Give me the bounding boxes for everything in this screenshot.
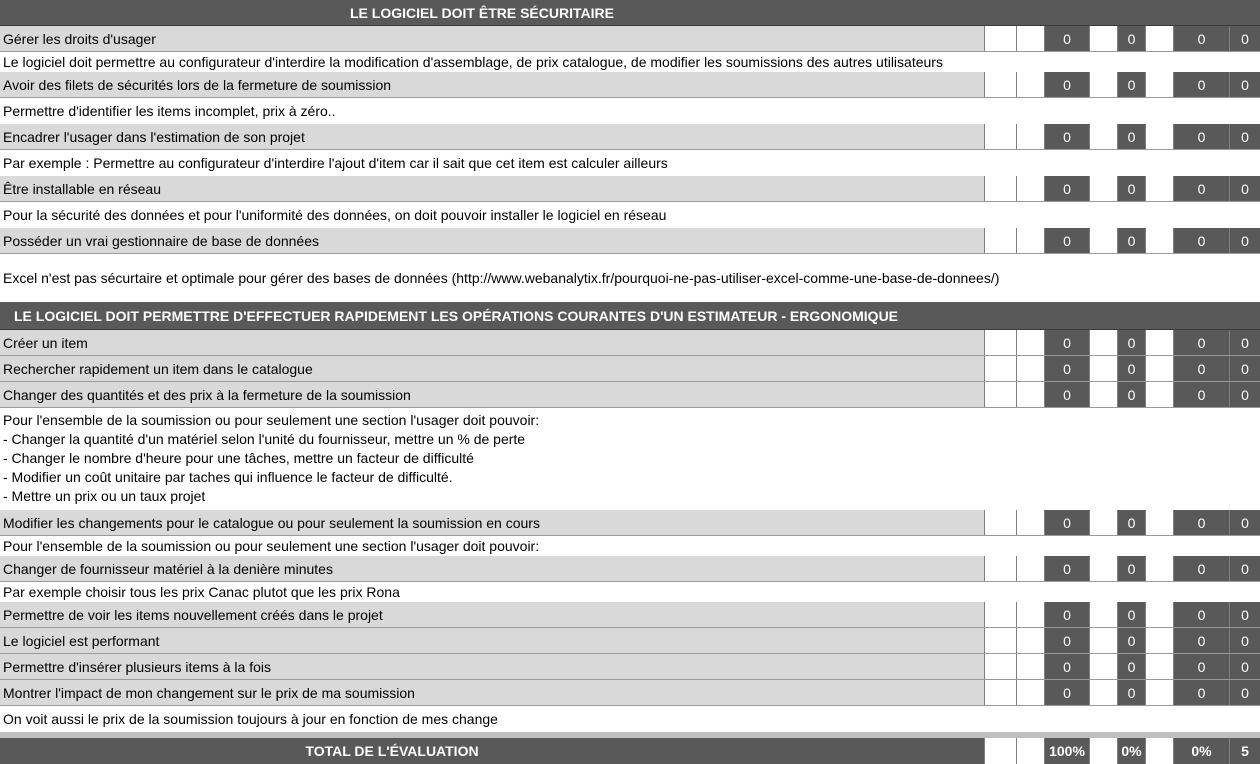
score-cell[interactable]: 0 [1044, 556, 1089, 581]
blank-cell[interactable] [1145, 738, 1173, 764]
description-row[interactable] [0, 202, 1260, 228]
score-cell[interactable]: 0 [1173, 26, 1229, 51]
blank-cell[interactable] [1145, 510, 1173, 535]
score-cell[interactable]: 0 [1044, 356, 1089, 381]
blank-cell[interactable] [1016, 654, 1044, 679]
criterion-row[interactable] [0, 382, 1260, 408]
score-cell[interactable]: 0 [1229, 124, 1260, 149]
blank-cell[interactable] [1145, 228, 1173, 253]
description-line: - Modifier un coût unitaire par taches qui influence le facteur de difficulté. [3, 469, 453, 485]
criterion-row[interactable] [0, 26, 1260, 52]
blank-cell[interactable] [1145, 356, 1173, 381]
blank-cell[interactable] [984, 176, 1016, 201]
description-row[interactable] [0, 254, 1260, 302]
blank-cell[interactable] [1016, 556, 1044, 581]
description-row[interactable] [0, 150, 1260, 176]
score-cell[interactable]: 0 [1173, 602, 1229, 627]
blank-cell[interactable] [1016, 382, 1044, 407]
score-cell[interactable]: 0 [1173, 510, 1229, 535]
description-row[interactable] [0, 408, 1260, 510]
blank-cell[interactable] [1016, 228, 1044, 253]
blank-cell[interactable] [984, 356, 1016, 381]
blank-cell[interactable] [1089, 356, 1117, 381]
total-value[interactable]: 0% [1117, 738, 1145, 764]
description-row[interactable] [0, 52, 1260, 72]
blank-cell[interactable] [984, 602, 1016, 627]
blank-cell[interactable] [984, 382, 1016, 407]
score-cell[interactable]: 0 [1229, 680, 1260, 705]
description-line: - Changer le nombre d'heure pour une tâches, mettre un facteur de difficulté [3, 450, 474, 466]
blank-cell[interactable] [984, 330, 1016, 355]
description-line: Pour l'ensemble de la soumission ou pour seulement une section l'usager doit pouvoir: [3, 412, 540, 428]
score-cell[interactable]: 0 [1173, 556, 1229, 581]
blank-cell[interactable] [1145, 124, 1173, 149]
criterion-label: Gérer les droits d'usager [3, 30, 156, 47]
description-text: Permettre d'identifier les items incomplet, prix à zéro.. [3, 103, 336, 119]
criterion-row[interactable] [0, 680, 1260, 706]
score-cell[interactable]: 0 [1044, 176, 1089, 201]
total-label [0, 738, 984, 764]
score-cell[interactable]: 0 [1173, 680, 1229, 705]
score-cell[interactable]: 0 [1229, 330, 1260, 355]
criterion-label: Créer un item [3, 334, 88, 351]
score-cell[interactable]: 0 [1044, 510, 1089, 535]
description-line: - Changer la quantité d'un matériel selon l'unité du fournisseur, mettre un % de perte [3, 431, 526, 447]
score-cell[interactable]: 0 [1117, 26, 1145, 51]
score-cell[interactable]: 0 [1117, 680, 1145, 705]
score-cell[interactable]: 0 [1117, 72, 1145, 97]
blank-cell[interactable] [1145, 330, 1173, 355]
blank-cell[interactable] [1089, 228, 1117, 253]
blank-cell[interactable] [1016, 510, 1044, 535]
score-cell[interactable]: 0 [1044, 382, 1089, 407]
section-header-security[interactable] [0, 0, 1260, 26]
criterion-label: Avoir des filets de sécurités lors de la fermeture de soumission [3, 76, 392, 93]
blank-cell[interactable] [984, 510, 1016, 535]
score-cell[interactable]: 0 [1044, 330, 1089, 355]
criterion-label: Le logiciel est performant [3, 632, 160, 649]
description-text: Pour l'ensemble de la soumission ou pour seulement une section l'usager doit pouvoir: [3, 538, 540, 554]
score-cell[interactable]: 0 [1229, 382, 1260, 407]
criterion-label: Montrer l'impact de mon changement sur le prix de ma soumission [3, 684, 415, 701]
score-cell[interactable]: 0 [1044, 628, 1089, 653]
criterion-row[interactable] [0, 654, 1260, 680]
blank-cell[interactable] [1016, 124, 1044, 149]
blank-cell[interactable] [1089, 176, 1117, 201]
total-label-text: TOTAL DE L'ÉVALUATION [305, 743, 479, 759]
blank-cell[interactable] [1145, 382, 1173, 407]
criterion-label: Rechercher rapidement un item dans le catalogue [3, 360, 313, 377]
blank-cell[interactable] [1089, 738, 1117, 764]
score-cell[interactable]: 0 [1117, 124, 1145, 149]
description-text [3, 411, 539, 506]
score-cell[interactable]: 0 [1044, 680, 1089, 705]
score-cell[interactable]: 0 [1229, 628, 1260, 653]
score-cell[interactable]: 0 [1229, 602, 1260, 627]
blank-cell[interactable] [1016, 738, 1044, 764]
criterion-label: Permettre d'insérer plusieurs items à la fois [3, 658, 271, 675]
criterion-row[interactable] [0, 602, 1260, 628]
blank-cell[interactable] [984, 228, 1016, 253]
blank-cell[interactable] [1145, 628, 1173, 653]
blank-cell[interactable] [1016, 330, 1044, 355]
score-cell[interactable]: 0 [1229, 356, 1260, 381]
score-cell[interactable]: 0 [1173, 654, 1229, 679]
description-row[interactable] [0, 536, 1260, 556]
score-cell[interactable]: 0 [1117, 330, 1145, 355]
description-text: Excel n'est pas sécurtaire et optimale pour gérer des bases de données (http://www.webanalytix.fr/pourquoi-ne-pas-utiliser-excel-comme-une-base-de-donnees/) [3, 270, 1000, 286]
criterion-label: Permettre de voir les items nouvellement créés dans le projet [3, 606, 383, 623]
score-cell[interactable]: 0 [1173, 330, 1229, 355]
blank-cell[interactable] [1089, 382, 1117, 407]
criterion-row[interactable] [0, 124, 1260, 150]
score-cell[interactable]: 0 [1117, 228, 1145, 253]
description-text: On voit aussi le prix de la soumission toujours à jour en fonction de mes change [3, 711, 498, 727]
criterion-label: Changer des quantités et des prix à la fermeture de la soumission [3, 386, 411, 403]
section-title: LE LOGICIEL DOIT ÊTRE SÉCURITAIRE [350, 4, 614, 21]
blank-cell[interactable] [984, 26, 1016, 51]
description-row[interactable] [0, 582, 1260, 602]
blank-cell[interactable] [1089, 330, 1117, 355]
score-cell[interactable]: 0 [1229, 510, 1260, 535]
score-cell[interactable]: 0 [1229, 72, 1260, 97]
blank-cell[interactable] [1016, 26, 1044, 51]
criterion-row[interactable] [0, 356, 1260, 382]
description-text: Pour la sécurité des données et pour l'uniformité des données, on doit pouvoir installer le logiciel en réseau [3, 207, 667, 223]
score-cell[interactable]: 0 [1229, 556, 1260, 581]
criterion-row[interactable] [0, 330, 1260, 356]
criterion-row[interactable] [0, 628, 1260, 654]
blank-cell[interactable] [1145, 176, 1173, 201]
criterion-label: Encadrer l'usager dans l'estimation de son projet [3, 128, 305, 145]
score-cell[interactable]: 0 [1117, 556, 1145, 581]
criterion-row[interactable] [0, 228, 1260, 254]
blank-cell[interactable] [1145, 72, 1173, 97]
blank-cell[interactable] [984, 738, 1016, 764]
blank-cell[interactable] [1089, 556, 1117, 581]
criterion-label: Posséder un vrai gestionnaire de base de données [3, 232, 319, 249]
score-cell[interactable]: 0 [1173, 356, 1229, 381]
blank-cell[interactable] [1145, 654, 1173, 679]
blank-cell[interactable] [984, 680, 1016, 705]
score-cell[interactable]: 0 [1044, 72, 1089, 97]
score-cell[interactable]: 0 [1044, 26, 1089, 51]
criterion-label: Changer de fournisseur matériel à la denière minutes [3, 560, 333, 577]
total-row[interactable] [0, 738, 1260, 764]
blank-cell[interactable] [984, 124, 1016, 149]
score-cell[interactable]: 0 [1117, 176, 1145, 201]
score-cell[interactable]: 0 [1173, 124, 1229, 149]
blank-cell[interactable] [1016, 602, 1044, 627]
criterion-row[interactable] [0, 556, 1260, 582]
blank-cell[interactable] [1016, 72, 1044, 97]
criterion-label: Être installable en réseau [3, 180, 161, 197]
blank-cell[interactable] [1089, 628, 1117, 653]
blank-cell[interactable] [1016, 628, 1044, 653]
blank-cell[interactable] [984, 654, 1016, 679]
score-cell[interactable]: 0 [1044, 654, 1089, 679]
description-text: Par exemple : Permettre au configurateur d'interdire l'ajout d'item car il sait que cet item est calculer ailleurs [3, 155, 668, 171]
score-cell[interactable]: 0 [1117, 602, 1145, 627]
description-row[interactable] [0, 706, 1260, 732]
description-text: Par exemple choisir tous les prix Canac plutot que les prix Rona [3, 584, 400, 600]
score-cell[interactable]: 0 [1117, 510, 1145, 535]
blank-cell[interactable] [1089, 26, 1117, 51]
description-line: - Mettre un prix ou un taux projet [3, 488, 206, 504]
score-cell[interactable]: 0 [1229, 176, 1260, 201]
blank-cell[interactable] [1089, 680, 1117, 705]
score-cell[interactable]: 0 [1117, 382, 1145, 407]
blank-cell[interactable] [1145, 680, 1173, 705]
blank-cell[interactable] [1089, 602, 1117, 627]
blank-cell[interactable] [1089, 510, 1117, 535]
blank-cell[interactable] [1145, 556, 1173, 581]
blank-cell[interactable] [1089, 124, 1117, 149]
blank-cell[interactable] [984, 628, 1016, 653]
total-value[interactable]: 5 [1229, 738, 1260, 764]
score-cell[interactable]: 0 [1044, 602, 1089, 627]
criterion-row[interactable] [0, 510, 1260, 536]
score-cell[interactable]: 0 [1173, 72, 1229, 97]
score-cell[interactable]: 0 [1173, 628, 1229, 653]
section-header-ergonomics[interactable] [0, 302, 1260, 330]
description-text: Le logiciel doit permettre au configurateur d'interdire la modification d'assemblage, de prix catalogue, de modifier les soumissions des autres utilisateurs [3, 54, 943, 70]
score-cell[interactable]: 0 [1173, 382, 1229, 407]
score-cell[interactable]: 0 [1229, 654, 1260, 679]
blank-cell[interactable] [1016, 176, 1044, 201]
criterion-label: Modifier les changements pour le catalogue ou pour seulement la soumission en cours [3, 514, 540, 531]
score-cell[interactable]: 0 [1229, 26, 1260, 51]
total-value[interactable]: 0% [1173, 738, 1229, 764]
blank-cell[interactable] [1089, 654, 1117, 679]
blank-cell[interactable] [1016, 356, 1044, 381]
blank-cell[interactable] [984, 72, 1016, 97]
blank-cell[interactable] [1145, 26, 1173, 51]
section-title: LE LOGICIEL DOIT PERMETTRE D'EFFECTUER RAPIDEMENT LES OPÉRATIONS COURANTES D'UN ESTIMATEUR - ERGONOMIQUE [14, 307, 899, 324]
blank-cell[interactable] [1145, 602, 1173, 627]
criterion-row[interactable] [0, 176, 1260, 202]
score-cell[interactable]: 0 [1044, 228, 1089, 253]
description-row[interactable] [0, 98, 1260, 124]
score-cell[interactable]: 0 [1229, 228, 1260, 253]
score-cell[interactable]: 0 [1117, 356, 1145, 381]
blank-cell[interactable] [1016, 680, 1044, 705]
total-value[interactable]: 100% [1044, 738, 1089, 764]
blank-cell[interactable] [984, 556, 1016, 581]
blank-cell[interactable] [1089, 72, 1117, 97]
criterion-row[interactable] [0, 72, 1260, 98]
score-cell[interactable]: 0 [1117, 654, 1145, 679]
score-cell[interactable]: 0 [1173, 228, 1229, 253]
score-cell[interactable]: 0 [1173, 176, 1229, 201]
score-cell[interactable]: 0 [1044, 124, 1089, 149]
score-cell[interactable]: 0 [1117, 628, 1145, 653]
